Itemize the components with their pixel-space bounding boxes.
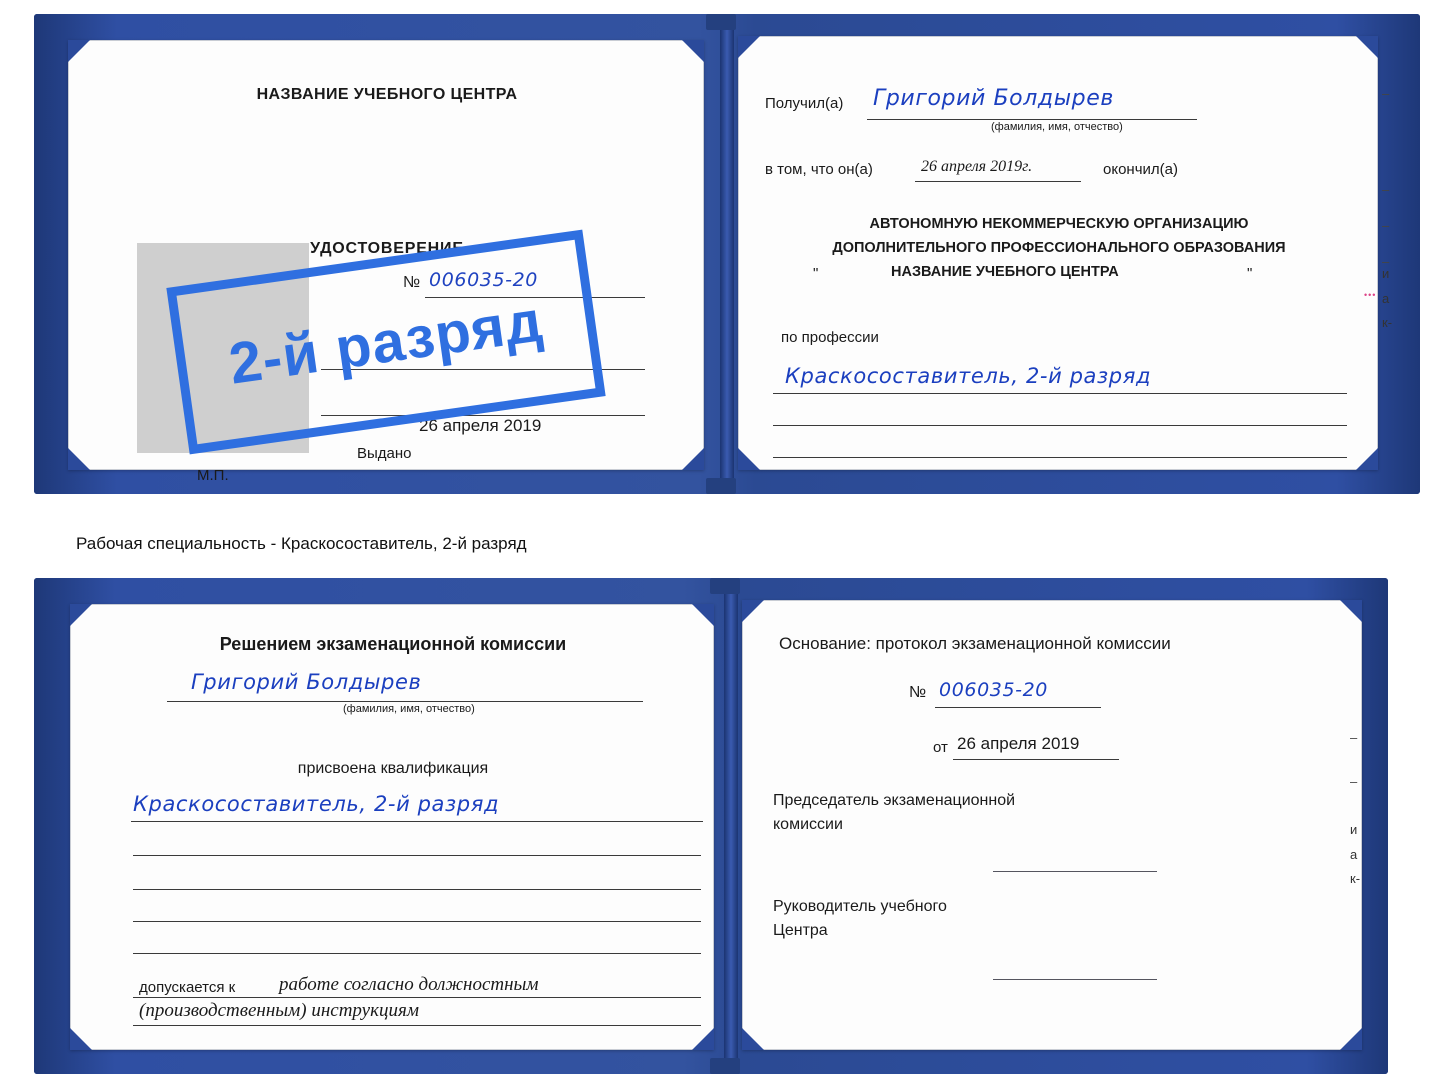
edge-letters-bottom: и а к- — [1350, 822, 1361, 887]
protocol-number-value: 006035-20 — [939, 679, 1048, 701]
issued-label: Выдано — [357, 445, 412, 462]
edge-dash-b2: – — [1350, 774, 1358, 789]
sheet-bottom-left — [70, 604, 714, 1050]
edge-stamp-dots: ••• — [1364, 290, 1377, 300]
organization-line-1: АВТОНОМНУЮ НЕКОММЕРЧЕСКУЮ ОРГАНИЗАЦИЮ — [869, 216, 1249, 232]
corner-tr — [682, 40, 704, 62]
name-underline — [867, 119, 1197, 120]
organization-line-2: ДОПОЛНИТЕЛЬНОГО ПРОФЕССИОНАЛЬНОГО ОБРАЗОВАНИЯ — [832, 240, 1286, 256]
admitted-underline-2 — [133, 1025, 701, 1026]
head-signature-line — [993, 979, 1157, 980]
date-underline — [915, 181, 1081, 182]
corner-bl — [738, 448, 760, 470]
corner-br — [682, 448, 704, 470]
spine-notch-bottom-lower — [710, 1058, 740, 1074]
qualification-underline — [131, 821, 703, 822]
corner-tl — [738, 36, 760, 58]
finished-label: окончил(а) — [1103, 161, 1178, 178]
admitted-value-line1: работе согласно должностным — [279, 974, 539, 995]
profession-underline — [773, 393, 1347, 394]
qualification-label: присвоена квалификация — [297, 760, 489, 777]
corner-br — [692, 1028, 714, 1050]
spine-notch-bottom-upper — [710, 578, 740, 594]
training-center-title: НАЗВАНИЕ УЧЕБНОГО ЦЕНТРА — [256, 86, 518, 103]
received-label: Получил(а) — [765, 95, 844, 112]
graduate-name-underline — [167, 701, 643, 702]
profession-blank-2 — [773, 457, 1347, 458]
protocol-date-value: 26 апреля 2019 — [957, 734, 1080, 753]
seal-mark-label: М.П. — [197, 467, 229, 484]
sheet-bottom-right — [742, 600, 1362, 1050]
corner-tl — [68, 40, 90, 62]
graduate-name: Григорий Болдырев — [191, 670, 422, 694]
corner-tl — [70, 604, 92, 626]
chairman-label-line2: комиссии — [773, 816, 843, 833]
blank-line-b2 — [133, 889, 701, 890]
name-hint: (фамилия, имя, отчество) — [991, 121, 1123, 133]
protocol-number-label: № — [909, 684, 927, 701]
corner-br — [1356, 448, 1378, 470]
number-label: № — [403, 274, 421, 291]
book-spine-bottom — [724, 578, 738, 1074]
graduate-name-hint: (фамилия, имя, отчество) — [343, 703, 475, 715]
organization-name: НАЗВАНИЕ УЧЕБНОГО ЦЕНТРА — [891, 264, 1119, 280]
issued-date: 26 апреля 2019 — [419, 416, 542, 435]
corner-tr — [692, 604, 714, 626]
corner-tl — [742, 600, 764, 622]
admitted-value-line2: (производственным) инструкциям — [139, 1000, 419, 1021]
edge-letters-top: и а к- — [1382, 266, 1393, 331]
certificate-book-bottom — [34, 578, 1388, 1074]
chairman-label-line1: Председатель экзаменационной — [773, 792, 1016, 809]
sheet-top-right — [738, 36, 1378, 470]
blank-line-b1 — [133, 855, 701, 856]
that-he-label: в том, что он(а) — [765, 161, 873, 178]
edge-dash-b1: – — [1350, 730, 1358, 745]
book-spine-top — [720, 14, 734, 494]
edge-dash-3: – — [1382, 218, 1390, 233]
blank-line-b4 — [133, 953, 701, 954]
profession-blank-1 — [773, 425, 1347, 426]
admitted-label: допускается к — [139, 979, 236, 996]
watermark-text: 2-й разряд — [225, 287, 547, 397]
corner-tr — [1356, 36, 1378, 58]
quote-close: " — [1247, 265, 1253, 282]
protocol-date-label: от — [933, 739, 948, 756]
edge-dash-1: – — [1382, 86, 1390, 101]
edge-dash-4: – — [1382, 254, 1390, 269]
basis-label: Основание: протокол экзаменационной комиссии — [779, 634, 1171, 653]
head-label-line1: Руководитель учебного — [773, 898, 947, 915]
corner-bl — [68, 448, 90, 470]
commission-decision-title: Решением экзаменационной комиссии — [219, 634, 567, 654]
quote-open: " — [813, 265, 819, 282]
head-label-line2: Центра — [773, 922, 828, 939]
spine-notch-top-upper — [706, 14, 736, 30]
corner-tr — [1340, 600, 1362, 622]
profession-label: по профессии — [781, 329, 879, 346]
edge-dash-2: – — [1382, 182, 1390, 197]
qualification-value: Краскосоставитель, 2-й разряд — [133, 792, 500, 816]
admitted-underline-1 — [133, 997, 701, 998]
spine-notch-top-lower — [706, 478, 736, 494]
protocol-date-underline — [953, 759, 1119, 760]
protocol-number-underline — [935, 707, 1101, 708]
document-type-title: УДОСТОВЕРЕНИЕ — [310, 240, 464, 257]
page-caption: Рабочая специальность - Краскосоставитель, 2-й разряд — [76, 534, 527, 553]
corner-bl — [70, 1028, 92, 1050]
profession-value: Краскосоставитель, 2-й разряд — [785, 364, 1152, 388]
recipient-name: Григорий Болдырев — [873, 86, 1114, 111]
completion-date: 26 апреля 2019г. — [921, 158, 1033, 175]
corner-br — [1340, 1028, 1362, 1050]
blank-line-b3 — [133, 921, 701, 922]
chairman-signature-line — [993, 871, 1157, 872]
corner-bl — [742, 1028, 764, 1050]
certificate-number-value: 006035-20 — [429, 269, 538, 291]
